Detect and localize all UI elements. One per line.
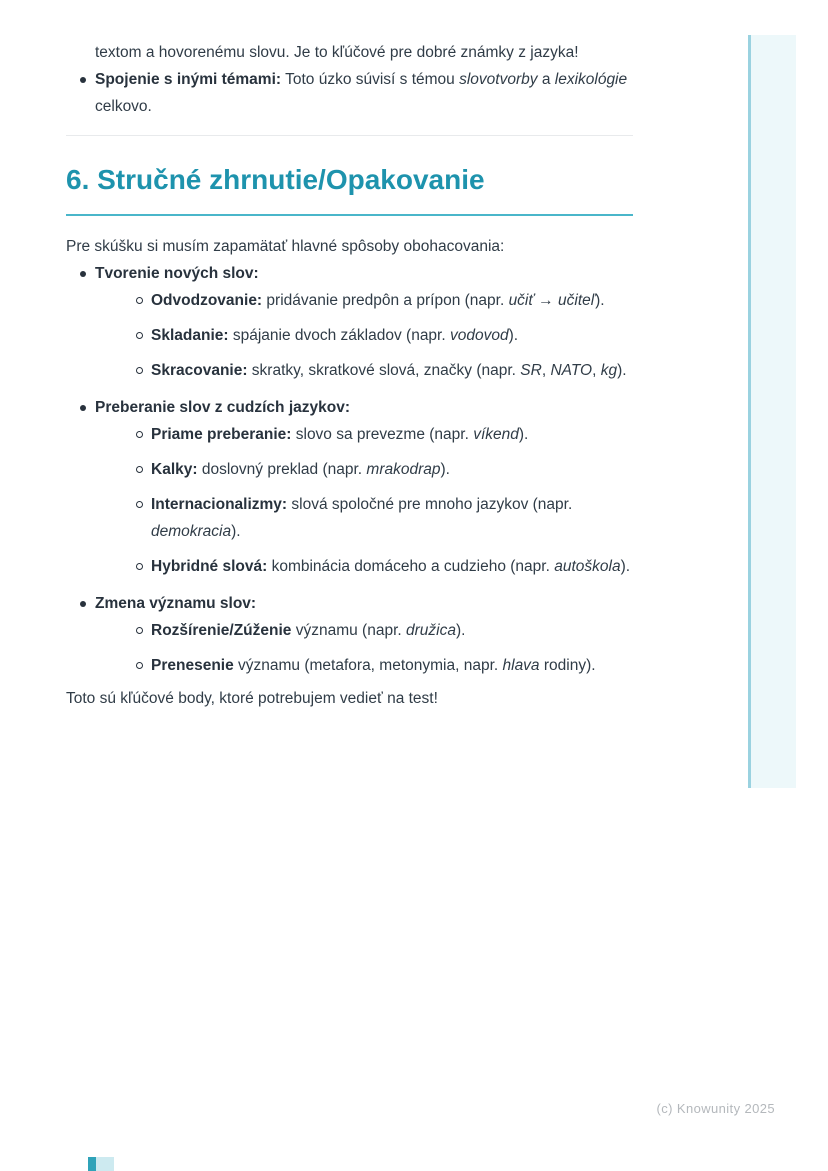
group-title (95, 394, 633, 421)
copyright-footer: (c) Knowunity 2025 (656, 1101, 775, 1116)
text-run: slovo sa prevezme (napr. (291, 426, 474, 443)
text-run: mrakodrap (366, 461, 441, 478)
summary-list (66, 260, 633, 679)
text-run: pridávanie predpôn a prípon (napr. (262, 292, 509, 309)
text-run: Toto úzko súvisí s témou (281, 71, 460, 88)
group-title (95, 590, 633, 617)
text-run: ). (231, 523, 241, 540)
text-run: družica (405, 622, 456, 639)
text-run: vodovod (449, 327, 509, 344)
text-run: ). (518, 426, 529, 443)
text-run: učiteľ (558, 292, 596, 309)
text-run: NATO (550, 362, 593, 379)
bullet-circle-icon (136, 297, 143, 304)
bullet-circle-icon (136, 367, 143, 374)
text-run: , (541, 362, 551, 379)
sub-item-text (151, 617, 633, 644)
sub-item-text (151, 421, 633, 448)
list-item (95, 491, 633, 545)
sub-item-text (151, 553, 633, 580)
section-heading: 6. Stručné zhrnutie/Opakovanie (66, 163, 633, 216)
text-run: Skracovanie: (151, 362, 248, 379)
paragraph-continuation: textom a hovorenému slovu. Je to kľúčové pre dobré známky z jazyka! (95, 44, 579, 61)
lead-paragraph: Pre skúšku si musím zapamätať hlavné spôsoby obohacovania: (66, 238, 505, 255)
text-run: ). (455, 622, 466, 639)
bullet-circle-icon (136, 563, 143, 570)
text-run: autoškola (554, 558, 621, 575)
list-item (95, 421, 633, 448)
bullet-disc-icon (80, 271, 86, 277)
text-run: ). (440, 461, 450, 478)
text-run: , (592, 362, 601, 379)
text-run: doslovný preklad (napr. (197, 461, 367, 478)
text-run: Kalky: (151, 461, 198, 478)
sub-list (95, 617, 633, 679)
text-run: SR (520, 362, 542, 379)
bullet-disc-icon (80, 405, 86, 411)
bullet-circle-icon (136, 332, 143, 339)
text-run: spájanie dvoch základov (napr. (228, 327, 450, 344)
list-item (66, 590, 633, 679)
text-run: Spojenie s inými témami: (95, 71, 282, 88)
group-title (95, 260, 633, 287)
text-run: slovotvorby (459, 71, 538, 88)
sub-item-text (151, 491, 633, 545)
bullet-circle-icon (136, 662, 143, 669)
bullet-disc-icon (80, 601, 86, 607)
text-run: Hybridné slová: (151, 558, 268, 575)
text-run: hlava (502, 657, 540, 674)
text-run: skratky, skratkové slová, značky (napr. (247, 362, 521, 379)
next-page-preview-corner (88, 1157, 114, 1171)
text-run: lexikológie (554, 71, 628, 88)
text-run: → (533, 292, 558, 309)
sub-list (95, 421, 633, 580)
group-body (95, 260, 633, 384)
list-item (95, 456, 633, 483)
list-item (66, 66, 633, 120)
outro-paragraph: Toto sú kľúčové body, ktoré potrebujem vedieť na test! (66, 690, 438, 707)
sub-item-text (151, 322, 633, 349)
bullet-circle-icon (136, 501, 143, 508)
list-item (95, 287, 633, 314)
text-run: významu (napr. (291, 622, 406, 639)
text-run: Odvodzovanie: (151, 292, 263, 309)
sub-item-text (151, 357, 633, 384)
list-item (95, 357, 633, 384)
text-run: ). (617, 362, 627, 379)
text-run: kg (600, 362, 618, 379)
text-run: Internacionalizmy: (151, 496, 288, 513)
text-run: víkend (473, 426, 519, 443)
text-run: Priame preberanie: (151, 426, 292, 443)
page-content (66, 0, 633, 712)
group-body (95, 394, 633, 580)
list-item (66, 394, 633, 580)
list-item (95, 553, 633, 580)
text-run: rodiny). (539, 657, 596, 674)
text-run: kombinácia domáceho a cudzieho (napr. (267, 558, 555, 575)
text-run: Preberanie slov z cudzích jazykov: (95, 399, 350, 416)
bullet-circle-icon (136, 627, 143, 634)
list-item (95, 617, 633, 644)
sub-item-text (151, 287, 633, 314)
list-item (95, 652, 633, 679)
section-divider (66, 135, 633, 136)
text-run: Zmena významu slov: (95, 595, 257, 612)
text-run: učiť (508, 292, 534, 309)
side-highlight-bar (748, 35, 796, 788)
text-run: a (537, 71, 555, 88)
text-run: ). (508, 327, 519, 344)
sub-list (95, 287, 633, 384)
bullet-circle-icon (136, 466, 143, 473)
text-run: Prenesenie (151, 657, 234, 674)
list-item (95, 322, 633, 349)
text-run: Tvorenie nových slov: (95, 265, 259, 282)
bullet-disc-icon (80, 77, 86, 83)
sub-item-text (151, 652, 633, 679)
text-run: celkovo. (95, 98, 152, 115)
text-run: ). (595, 292, 605, 309)
text-run: Rozšírenie/Zúženie (151, 622, 292, 639)
text-run: ). (620, 558, 631, 575)
group-body (95, 590, 633, 679)
bullet-circle-icon (136, 431, 143, 438)
intro-bullet-text (95, 66, 633, 120)
sub-item-text (151, 456, 633, 483)
text-run: demokracia (151, 523, 232, 540)
text-run: významu (metafora, metonymia, napr. (233, 657, 503, 674)
list-item (66, 260, 633, 384)
text-run: slová spoločné pre mnoho jazykov (napr. (287, 496, 573, 513)
text-run: Skladanie: (151, 327, 229, 344)
intro-list (66, 66, 633, 120)
